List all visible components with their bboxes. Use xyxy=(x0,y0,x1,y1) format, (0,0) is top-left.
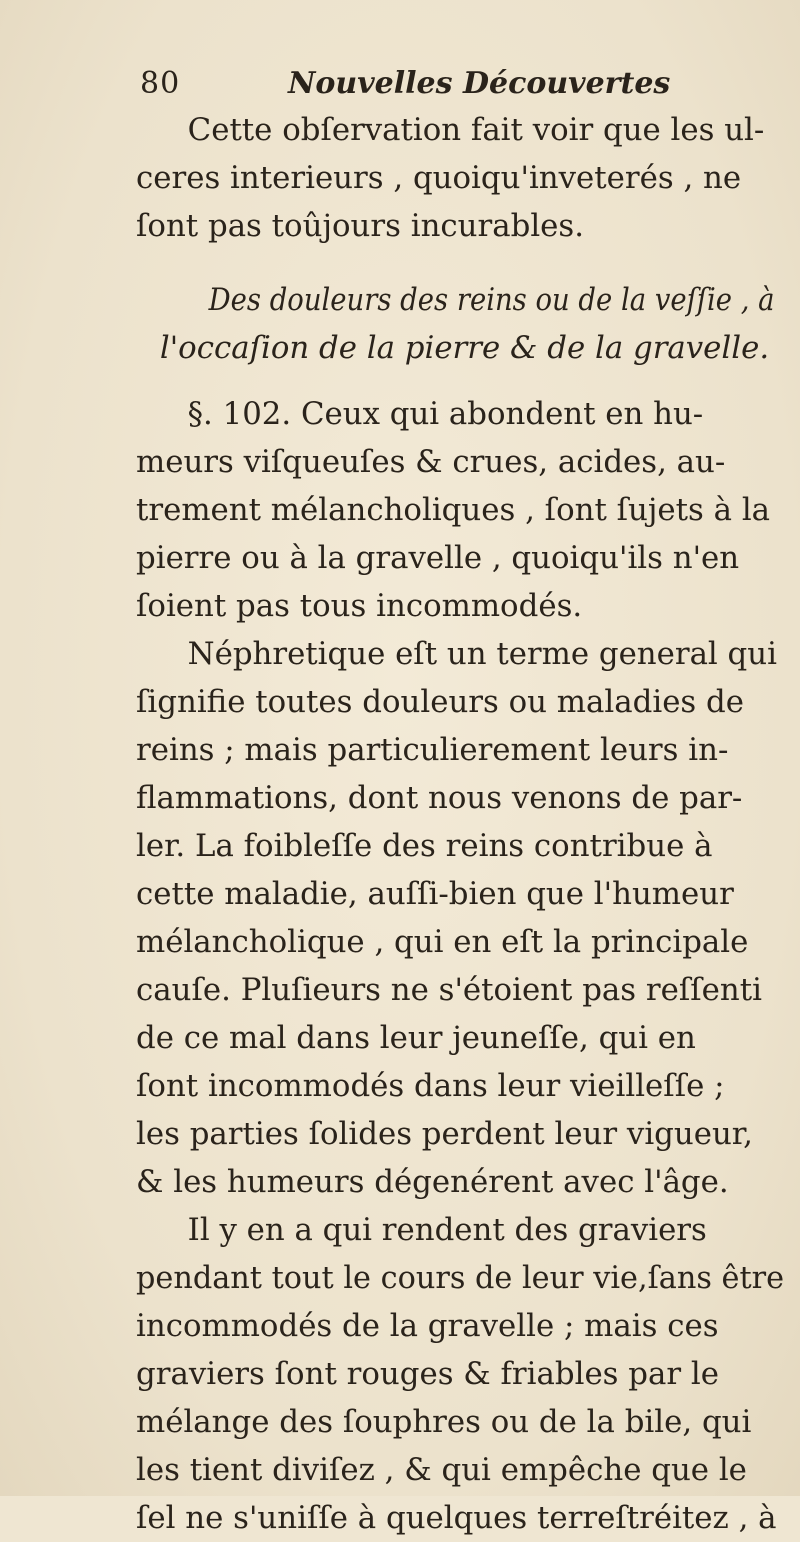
text-line: meurs viſqueuſes & crues, acides, au- xyxy=(136,444,726,480)
page-header xyxy=(140,66,780,106)
text-line: §. 102. Ceux qui abondent en hu- xyxy=(187,396,704,432)
text-line: reins ; mais particulierement leurs in- xyxy=(136,732,729,768)
section-heading xyxy=(136,276,788,372)
section-body xyxy=(136,390,788,1542)
text-line: cette maladie, auſſi-bien que l'humeur xyxy=(136,876,734,912)
running-title: Nouvelles Découvertes xyxy=(288,66,671,101)
text-line: les tient diviſez , & qui empêche que le xyxy=(136,1452,747,1488)
heading-line: Des douleurs des reins ou de la veſſie , à xyxy=(208,282,775,318)
text-line: cauſe. Pluſieurs ne s'étoient pas reſſenti xyxy=(136,972,762,1008)
text-line: pierre ou à la gravelle , quoiqu'ils n'en xyxy=(136,540,740,576)
text-line: Néphretique eſt un terme general qui xyxy=(187,636,777,672)
text-line: mélange des ſouphres ou de la bile, qui xyxy=(136,1404,752,1440)
text-line: les parties ſolides perdent leur vigueur, xyxy=(136,1116,753,1152)
text-line: incommodés de la gravelle ; mais ces xyxy=(136,1308,719,1344)
text-line: mélancholique , qui en eſt la principale xyxy=(136,924,749,960)
text-line: ler. La foibleſſe des reins contribue à xyxy=(136,828,713,864)
text-line: flammations, dont nous venons de par- xyxy=(136,780,743,816)
text-line: ſont pas toûjours incurables. xyxy=(136,208,585,244)
text-line: ſoient pas tous incommodés. xyxy=(136,588,583,624)
text-line: ſont incommodés dans leur vieilleſſe ; xyxy=(136,1068,725,1104)
page-number: 80 xyxy=(140,66,181,101)
text-line: ſignifie toutes douleurs ou maladies de xyxy=(136,684,744,720)
text-line: de ce mal dans leur jeuneſſe, qui en xyxy=(136,1020,696,1056)
text-line: Cette obſervation fait voir que les ul- xyxy=(187,112,765,148)
text-line: ſel ne s'uniſſe à quelques terreſtréitez , à xyxy=(136,1500,777,1536)
text-line: ceres interieurs , quoiqu'inveterés , ne xyxy=(136,160,742,196)
intro-paragraph xyxy=(136,106,788,250)
text-line: graviers ſont rouges & friables par le xyxy=(136,1356,719,1392)
text-line: & les humeurs dégenérent avec l'âge. xyxy=(136,1164,729,1200)
heading-line: l'occaſion de la pierre & de la gravelle. xyxy=(159,330,770,366)
text-line: pendant tout le cours de leur vie,ſans être xyxy=(136,1260,785,1296)
text-line: trement mélancholiques , ſont ſujets à la xyxy=(136,492,771,528)
text-line: Il y en a qui rendent des graviers xyxy=(187,1212,707,1248)
